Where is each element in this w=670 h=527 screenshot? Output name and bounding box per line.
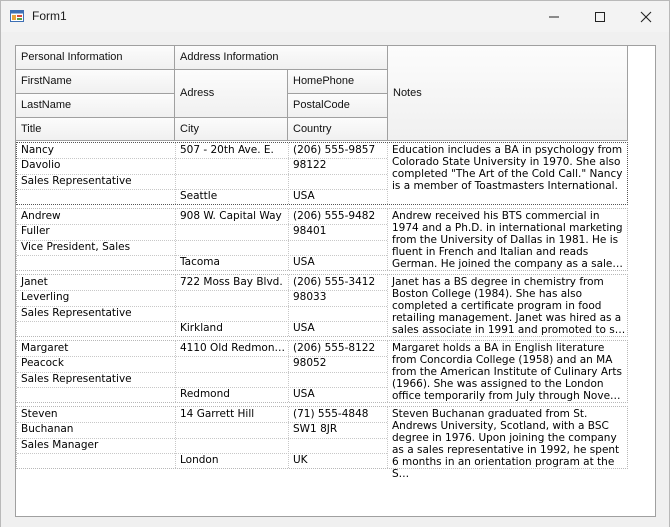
- record-row[interactable]: [16, 142, 628, 205]
- cell-firstname[interactable]: Nancy: [21, 144, 54, 156]
- cell-title[interactable]: Vice President, Sales: [21, 241, 131, 253]
- column-header-homephone[interactable]: HomePhone: [288, 70, 388, 94]
- column-header-notes[interactable]: Notes: [388, 46, 628, 141]
- cell-postalcode[interactable]: 98401: [293, 225, 327, 237]
- cell-country[interactable]: USA: [293, 322, 315, 334]
- record-row[interactable]: [16, 208, 628, 271]
- maximize-icon: [594, 11, 606, 23]
- banded-grid[interactable]: [15, 45, 656, 517]
- cell-title[interactable]: Sales Representative: [21, 175, 132, 187]
- record-row[interactable]: [16, 274, 628, 337]
- cell-firstname[interactable]: Steven: [21, 408, 58, 420]
- cell-country[interactable]: USA: [293, 190, 315, 202]
- cell-country[interactable]: UK: [293, 454, 308, 466]
- minimize-button[interactable]: [531, 1, 577, 32]
- cell-firstname[interactable]: Andrew: [21, 210, 61, 222]
- cell-title[interactable]: Sales Manager: [21, 439, 99, 451]
- band-header-address[interactable]: Address Information: [175, 46, 388, 70]
- cell-address[interactable]: 4110 Old Redmon…: [180, 342, 285, 354]
- cell-notes[interactable]: Education includes a BA in psychology from Colorado State University in 1970. She also completed "The Art of the Cold Call." Nancy is a member of Toastmasters International.: [392, 144, 623, 192]
- cell-address[interactable]: 908 W. Capital Way: [180, 210, 282, 222]
- cell-notes[interactable]: Margaret holds a BA in English literature from Concordia College (1958) and an MA from the American Institute of Culinary Arts (1966). She was assigned to the London office temporarily from July through Nove…: [392, 342, 622, 402]
- column-header-city[interactable]: City: [175, 118, 288, 141]
- cell-homephone[interactable]: (206) 555-8122: [293, 342, 376, 354]
- cell-postalcode[interactable]: 98052: [293, 357, 327, 369]
- cell-country[interactable]: USA: [293, 388, 315, 400]
- cell-homephone[interactable]: (206) 555-3412: [293, 276, 376, 288]
- cell-title[interactable]: Sales Representative: [21, 307, 132, 319]
- cell-postalcode[interactable]: 98122: [293, 159, 327, 171]
- cell-lastname[interactable]: Leverling: [21, 291, 70, 303]
- column-header-postalcode[interactable]: PostalCode: [288, 94, 388, 118]
- column-header-firstname[interactable]: FirstName: [16, 70, 175, 94]
- cell-city[interactable]: London: [180, 454, 219, 466]
- column-header-country[interactable]: Country: [288, 118, 388, 141]
- cell-lastname[interactable]: Davolio: [21, 159, 61, 171]
- cell-postalcode[interactable]: 98033: [293, 291, 327, 303]
- cell-city[interactable]: Redmond: [180, 388, 230, 400]
- cell-lastname[interactable]: Fuller: [21, 225, 50, 237]
- cell-city[interactable]: Kirkland: [180, 322, 223, 334]
- cell-notes[interactable]: Steven Buchanan graduated from St. Andrews University, Scotland, with a BSC degree in 1976. Upon joining the company as a sales representative in 1992, he spent 6 months in an orientation program at the S…: [392, 408, 620, 480]
- column-header-lastname[interactable]: LastName: [16, 94, 175, 118]
- close-button[interactable]: [623, 1, 669, 32]
- cell-city[interactable]: Seattle: [180, 190, 218, 202]
- record-row[interactable]: [16, 406, 628, 480]
- window-title: Form1: [32, 9, 67, 23]
- cell-address[interactable]: 14 Garrett Hill: [180, 408, 255, 420]
- cell-firstname[interactable]: Janet: [21, 276, 48, 288]
- column-header-title[interactable]: Title: [16, 118, 175, 141]
- cell-homephone[interactable]: (206) 555-9482: [293, 210, 376, 222]
- cell-country[interactable]: USA: [293, 256, 315, 268]
- cell-homephone[interactable]: (206) 555-9857: [293, 144, 376, 156]
- cell-address[interactable]: 722 Moss Bay Blvd.: [180, 276, 283, 288]
- minimize-icon: [548, 11, 560, 23]
- cell-notes[interactable]: Andrew received his BTS commercial in 1974 and a Ph.D. in international marketing from the University of Dallas in 1981. He is fluent in French and Italian and reads German. He joined the company as a sale…: [392, 210, 623, 270]
- app-icon: [10, 9, 24, 23]
- close-icon: [640, 11, 652, 23]
- client-area: [1, 32, 669, 527]
- maximize-button[interactable]: [577, 1, 623, 32]
- cell-title[interactable]: Sales Representative: [21, 373, 132, 385]
- column-header-address[interactable]: Adress: [175, 70, 288, 118]
- cell-city[interactable]: Tacoma: [180, 256, 220, 268]
- cell-firstname[interactable]: Margaret: [21, 342, 69, 354]
- title-bar[interactable]: [1, 1, 669, 32]
- cell-lastname[interactable]: Peacock: [21, 357, 64, 369]
- cell-address[interactable]: 507 - 20th Ave. E.: [180, 144, 274, 156]
- cell-homephone[interactable]: (71) 555-4848: [293, 408, 369, 420]
- cell-postalcode[interactable]: SW1 8JR: [293, 423, 338, 435]
- cell-notes[interactable]: Janet has a BS degree in chemistry from Boston College (1984). She has also completed a certificate program in food retailing management. Janet was hired as a sales associate in 1991 and promoted to s…: [392, 276, 626, 336]
- record-row[interactable]: [16, 340, 628, 403]
- band-header-personal[interactable]: Personal Information: [16, 46, 175, 70]
- cell-lastname[interactable]: Buchanan: [21, 423, 74, 435]
